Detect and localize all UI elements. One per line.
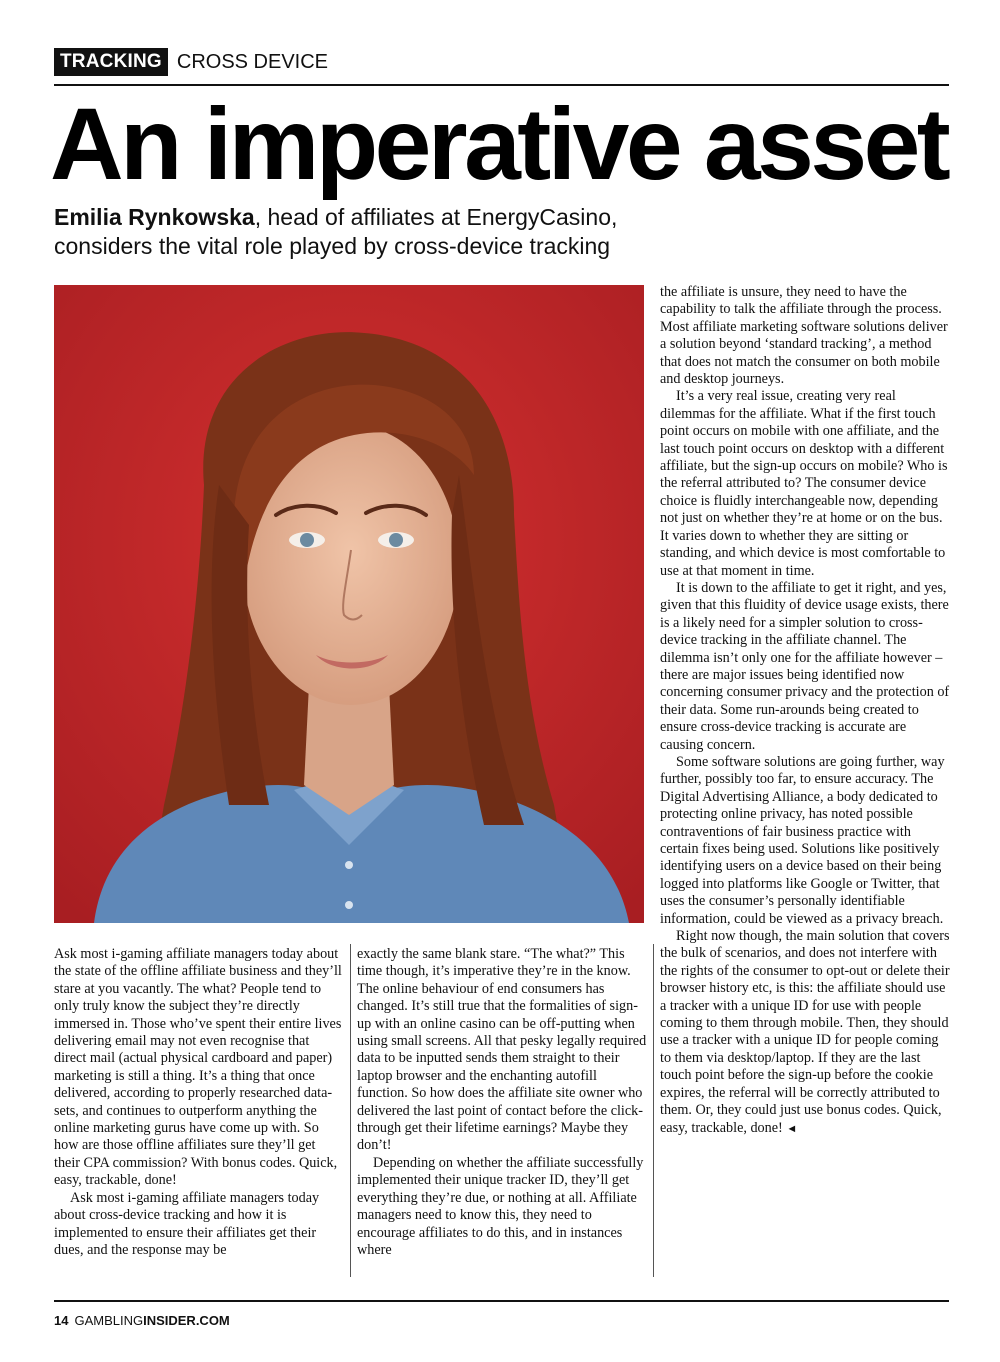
headline: An imperative asset — [50, 87, 948, 201]
left-iris — [300, 533, 314, 547]
paragraph: Ask most i-gaming affiliate managers today about the state of the offline affiliate business and they’ll stare at you vacantly. The what? People tend to only truly know the subject they’re directly immersed in. Those who’ve spent their entire lives delivering email may not even recognise that direct mail (actual physical cardboard and paper) marketing is still a thing. It’s a thing that once delivered, according to properly researched data-sets, and continues to outperform anything the online marketing gurus have come up with. So how are those offline affiliates sure they’ll get their CPA commission? With bonus codes. Quick, easy, trackable, done! — [54, 946, 342, 1189]
paragraph: Ask most i-gaming affiliate managers today about cross-device tracking and how it is implemented to ensure their affiliates get their dues, and the response may be — [54, 1189, 320, 1258]
section-tag-label: TRACKING — [54, 48, 168, 76]
page-number: 14 — [54, 1313, 69, 1328]
footer — [54, 1313, 230, 1328]
right-iris — [389, 533, 403, 547]
column-divider — [653, 944, 654, 1277]
end-mark-icon: ◄ — [786, 1122, 798, 1135]
text-column-1 — [54, 946, 344, 1259]
paragraph: the affiliate is unsure, they need to have the capability to talk the affiliate through the process. Most affiliate marketing software solutions deliver a solution beyond ‘standard tracking’, a method that does not match the consumer on both mobile and desktop journeys. — [660, 284, 948, 388]
shirt-button — [345, 901, 353, 909]
section-subtitle: CROSS DEVICE — [176, 50, 329, 73]
site-name: INSIDER.COM — [143, 1313, 230, 1328]
site-prefix: GAMBLING — [74, 1313, 144, 1328]
standfirst-text: , head of affiliates at EnergyCasino, considers the vital role played by cross-device tracking — [54, 204, 618, 259]
text-column-2 — [357, 946, 647, 1259]
author-name: Emilia Rynkowska — [54, 204, 255, 230]
portrait-photo — [54, 285, 644, 923]
paragraph: It’s a very real issue, creating very real dilemmas for the affiliate. What if the first touch point occurs on mobile with one affiliate, and the last touch point occurs on desktop with a different affiliate, but the sign-up occurs on mobile? Who is the referral attributed to? The consumer device choice is fluidly interchangeable now, depending not just on whether they’re at home or on the bus. It varies down to whether they are sitting or standing, and which device is most comfortable to use at that moment in time. — [660, 388, 948, 579]
paragraph: exactly the same blank stare. “The what?” This time though, it’s imperative they’re in the know. The online behaviour of end consumers has changed. It’s still true that the formalities of sign-up with an online casino can be off-putting when using small screens. All that pesky legally required data to be inputted sends them straight to their laptop browser and the enchanting autofill function. So how does the affiliate site owner who delivered the last point of contact before the click-through get their lifetime earnings? Maybe they don’t! — [357, 946, 647, 1154]
section-tag — [54, 47, 328, 76]
standfirst — [54, 203, 674, 261]
paragraph: It is down to the affiliate to get it right, and yes, given that this fluidity of device usage exists, there is a likely need for a simpler solution to cross-device tracking in the affiliate channel. The dilemma isn’t only one for the affiliate however – there are major issues being identified now concerning consumer privacy and the protection of their data. Some run-arounds being created to ensure cross-device tracking is accurate are causing concern. — [660, 579, 950, 753]
paragraph-last — [660, 928, 950, 1138]
paragraph: Depending on whether the affiliate successfully implemented their unique tracker ID, they’ll get everything they’re due, or nothing at all. Affiliate managers need to know this, they need to encourage affiliates to do this, and in instances where — [357, 1154, 644, 1258]
paragraph: Some software solutions are going further, way further, possibly too far, to ensure accuracy. The Digital Advertising Alliance, a body dedicated to protecting online privacy, has noted possible contraventions of fair business practice with certain fixes being used. Solutions like positively identifying users on a device based on their being logged into platforms like Google or Twitter, that uses the consumer’s personally identifiable information, could be viewed as a privacy breach. — [660, 753, 945, 927]
shirt-button — [345, 861, 353, 869]
column-divider — [350, 944, 351, 1277]
paragraph-text: Right now though, the main solution that covers the bulk of scenarios, and does not interfere with the rights of the consumer to opt-out or delete their browser history etc, is this: the affiliate should use a tracker with a unique ID for use with people coming to them through mobile. Then, they should use a tracker with a unique ID for people coming to them via desktop/laptop. If they are the last touch point before the sign-up before the cookie expires, the referral will be correctly attributed to them. Or, they could just use bonus codes. Quick, easy, trackable, done! — [660, 928, 950, 1136]
bottom-rule — [54, 1300, 949, 1302]
top-rule — [54, 84, 949, 86]
text-column-3 — [660, 284, 950, 1138]
